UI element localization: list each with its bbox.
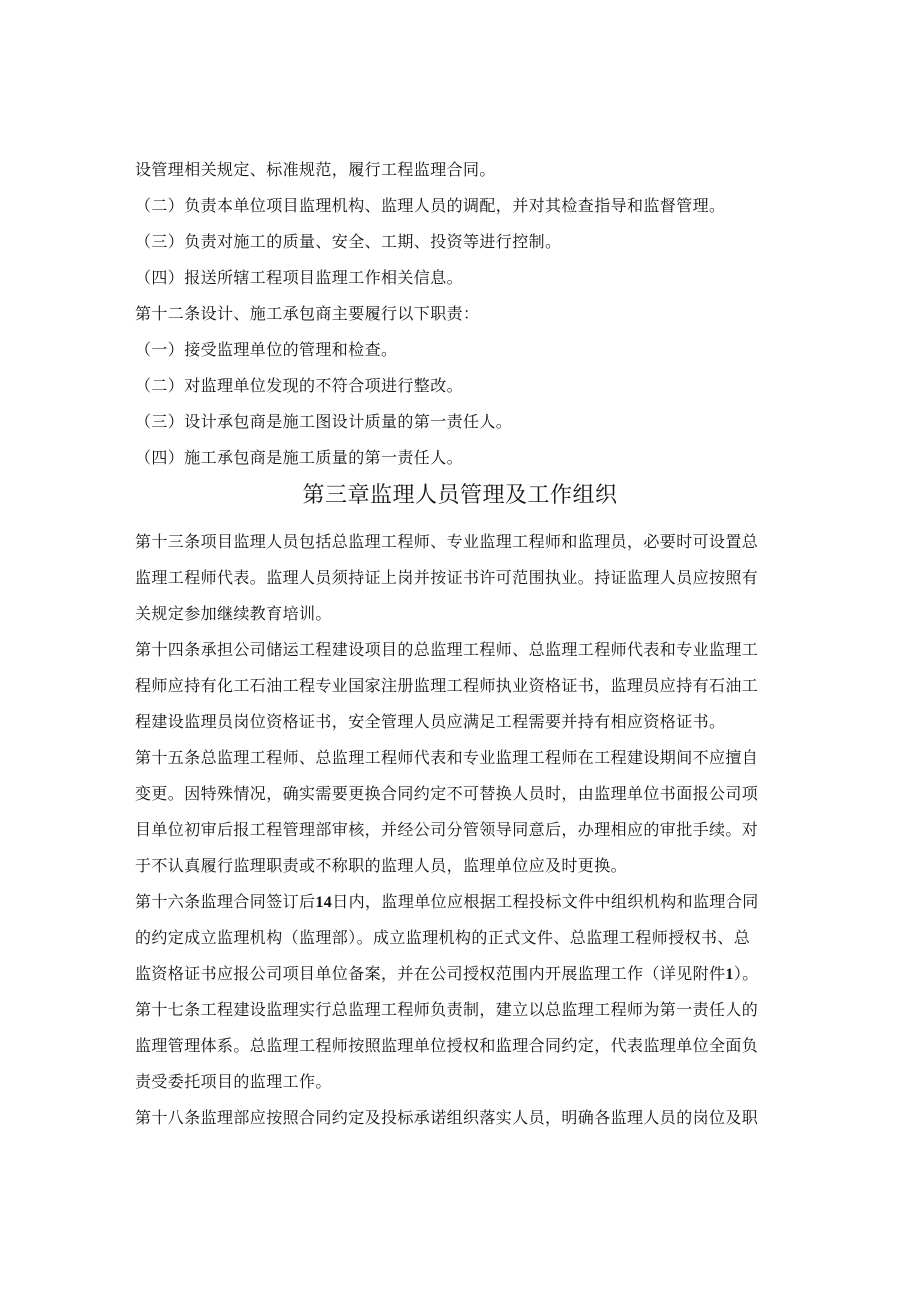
list-item: （三）设计承包商是施工图设计质量的第一责任人。 xyxy=(135,412,513,431)
article-12-title: 第十二条设计、施工承包商主要履行以下职责： xyxy=(135,304,480,323)
article-13-line: 监理工程师代表。监理人员须持证上岗并按证书许可范围执业。持证监理人员应按照有 xyxy=(135,568,759,587)
list-item: （二）对监理单位发现的不符合项进行整改。 xyxy=(135,376,464,395)
article-13-line: 第十三条项目监理人员包括总监理工程师、专业监理工程师和监理员，必要时可设置总 xyxy=(135,532,759,551)
article-15-line: 目单位初审后报工程管理部审核，并经公司分管领导同意后，办理相应的审批手续。对 xyxy=(135,820,759,839)
article-14-line: 程师应持有化工石油工程专业国家注册监理工程师执业资格证书，监理员应持有石油工 xyxy=(135,676,759,695)
article-17-line: 监理管理体系。总监理工程师按照监理单位授权和监理合同约定，代表监理单位全面负 xyxy=(135,1036,759,1055)
list-item: （三）负责对施工的质量、安全、工期、投资等进行控制。 xyxy=(135,232,562,251)
article-14-line: 程建设监理员岗位资格证书，安全管理人员应满足工程需要并持有相应资格证书。 xyxy=(135,712,726,731)
article-16-line xyxy=(135,964,759,985)
article-16-text: 监资格证书应报公司项目单位备案，并在公司授权范围内开展监理工作（详见附件 xyxy=(135,964,726,983)
article-16-text: 第十六条监理合同签订后 xyxy=(135,892,316,911)
article-17-line: 责受委托项目的监理工作。 xyxy=(135,1072,332,1091)
article-16-text: 日内，监理单位应根据工程投标文件中组织机构和监理合同 xyxy=(332,892,759,911)
article-16-text: ）。 xyxy=(733,964,759,983)
list-item: （一）接受监理单位的管理和检查。 xyxy=(135,340,398,359)
article-17-line: 第十七条工程建设监理实行总监理工程师负责制，建立以总监理工程师为第一责任人的 xyxy=(135,1000,759,1019)
article-15-line: 第十五条总监理工程师、总监理工程师代表和专业监理工程师在工程建设期间不应擅自 xyxy=(135,748,759,767)
article-18-line: 第十八条监理部应按照合同约定及投标承诺组织落实人员，明确各监理人员的岗位及职 xyxy=(135,1108,759,1127)
paragraph-line: 设管理相关规定、标准规范，履行工程监理合同。 xyxy=(135,160,496,179)
chapter-title: 第三章监理人员管理及工作组织 xyxy=(302,483,618,508)
list-item: （二）负责本单位项目监理机构、监理人员的调配，并对其检查指导和监督管理。 xyxy=(135,196,726,215)
article-14-line: 第十四条承担公司储运工程建设项目的总监理工程师、总监理工程师代表和专业监理工 xyxy=(135,640,759,659)
article-15-line: 变更。因特殊情况，确实需要更换合同约定不可替换人员时，由监理单位书面报公司项 xyxy=(135,784,759,803)
article-16-days-number: 14 xyxy=(315,894,333,911)
article-16-attachment-number: 1 xyxy=(725,966,734,983)
list-item: （四）施工承包商是施工质量的第一责任人。 xyxy=(135,448,464,467)
article-16-line xyxy=(135,892,759,913)
list-item: （四）报送所辖工程项目监理工作相关信息。 xyxy=(135,268,464,287)
article-16-line: 的约定成立监理机构（监理部）。成立监理机构的正式文件、总监理工程师授权书、总 xyxy=(135,928,751,947)
article-15-line: 于不认真履行监理职责或不称职的监理人员，监理单位应及时更换。 xyxy=(135,856,628,875)
article-13-line: 关规定参加继续教育培训。 xyxy=(135,604,332,623)
